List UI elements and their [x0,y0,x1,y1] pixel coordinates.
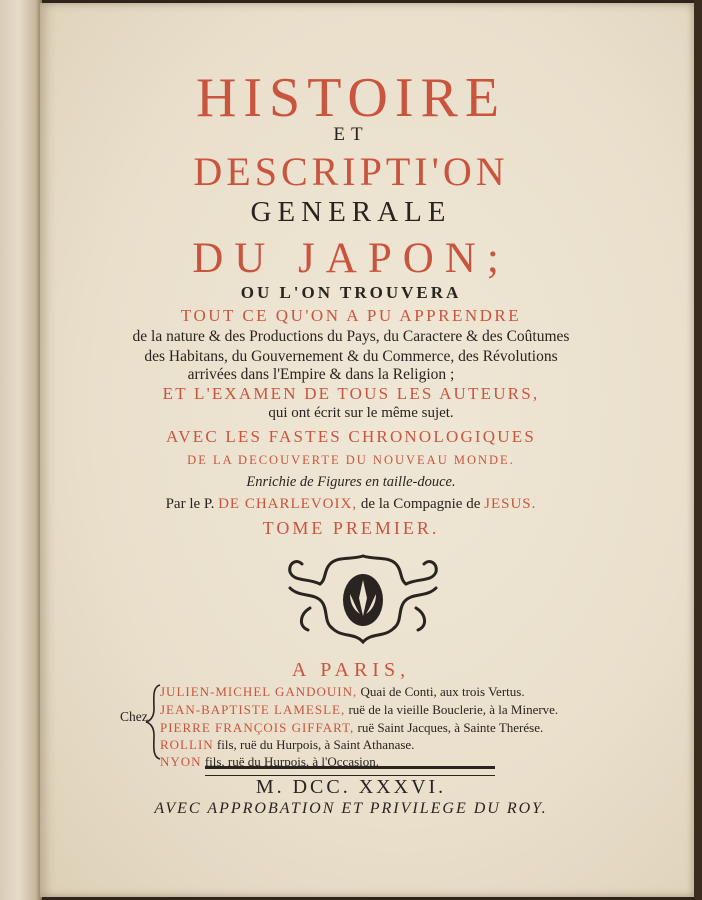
imprint-chez: Chez [120,709,148,724]
publisher-address: Quai de Conti, aux trois Vertus. [360,684,525,699]
fleuron-ornament-icon [280,548,446,648]
publisher-line [160,737,414,753]
subtitle-decouverte: DE LA DECOUVERTE DU NOUVEAU MONDE. [187,453,515,467]
author-name: DE CHARLEVOIX, [218,496,358,512]
publisher-line [160,684,525,700]
publisher-name: NYON [160,754,202,769]
publisher-name: PIERRE FRANÇOIS GIFFART, [160,720,355,735]
publisher-address: ruë Saint Jacques, à Sainte Therése. [357,720,544,735]
subtitle-ou-lon: OU L'ON TROUVERA [240,283,462,302]
title-generale: GENERALE [250,196,452,228]
author-order: JESUS. [484,496,537,512]
author-line [0,496,702,513]
subtitle-examen: ET L'EXAMEN DE TOUS LES AUTEURS, [162,384,540,403]
title-du-japon: DU JAPON; [192,235,510,282]
imprint-year: M. DCC. XXXVI. [255,776,447,798]
publisher-address: fils, ruë du Hurpois, à l'Occasion. [204,754,380,769]
body-line-3: arrivées dans l'Empire & dans la Religion ; [187,366,455,383]
publisher-name: ROLLIN [160,737,214,752]
subtitle-figures: Enrichie de Figures en taille-douce. [246,474,456,490]
publisher-address: fils, ruë du Hurpois, à Saint Athanase. [216,737,415,752]
volume-label: TOME PREMIER. [262,518,440,538]
title-description: DESCRIPTI'ON [193,149,509,194]
author-prefix: Par le P. [165,496,215,512]
subtitle-tout-ce: TOUT CE QU'ON A PU APPRENDRE [180,306,522,325]
imprint-city: A PARIS, [291,659,411,681]
publisher-name: JULIEN-MICHEL GANDOUIN, [160,684,358,699]
subtitle-fastes: AVEC LES FASTES CHRONOLOGIQUES [166,427,536,446]
author-middle: de la Compagnie de [360,496,481,512]
publisher-name: JEAN-BAPTISTE LAMESLE, [160,702,346,717]
publisher-address: ruë de la vieille Bouclerie, à la Minerve. [348,702,559,717]
body-line-4: qui ont écrit sur le même sujet. [268,405,454,421]
publisher-line [160,702,558,718]
body-line-2: des Habitans, du Gouvernement & du Commerce, des Révolutions [144,348,558,365]
title-histoire: HISTOIRE [195,67,507,129]
publisher-line [160,720,543,736]
double-rule-divider [205,766,495,776]
body-line-1: de la nature & des Productions du Pays, du Caractere & des Coûtumes [132,328,570,345]
title-et: ET [333,124,369,145]
imprint-privilege: AVEC APPROBATION ET PRIVILEGE DU ROY. [154,800,548,817]
